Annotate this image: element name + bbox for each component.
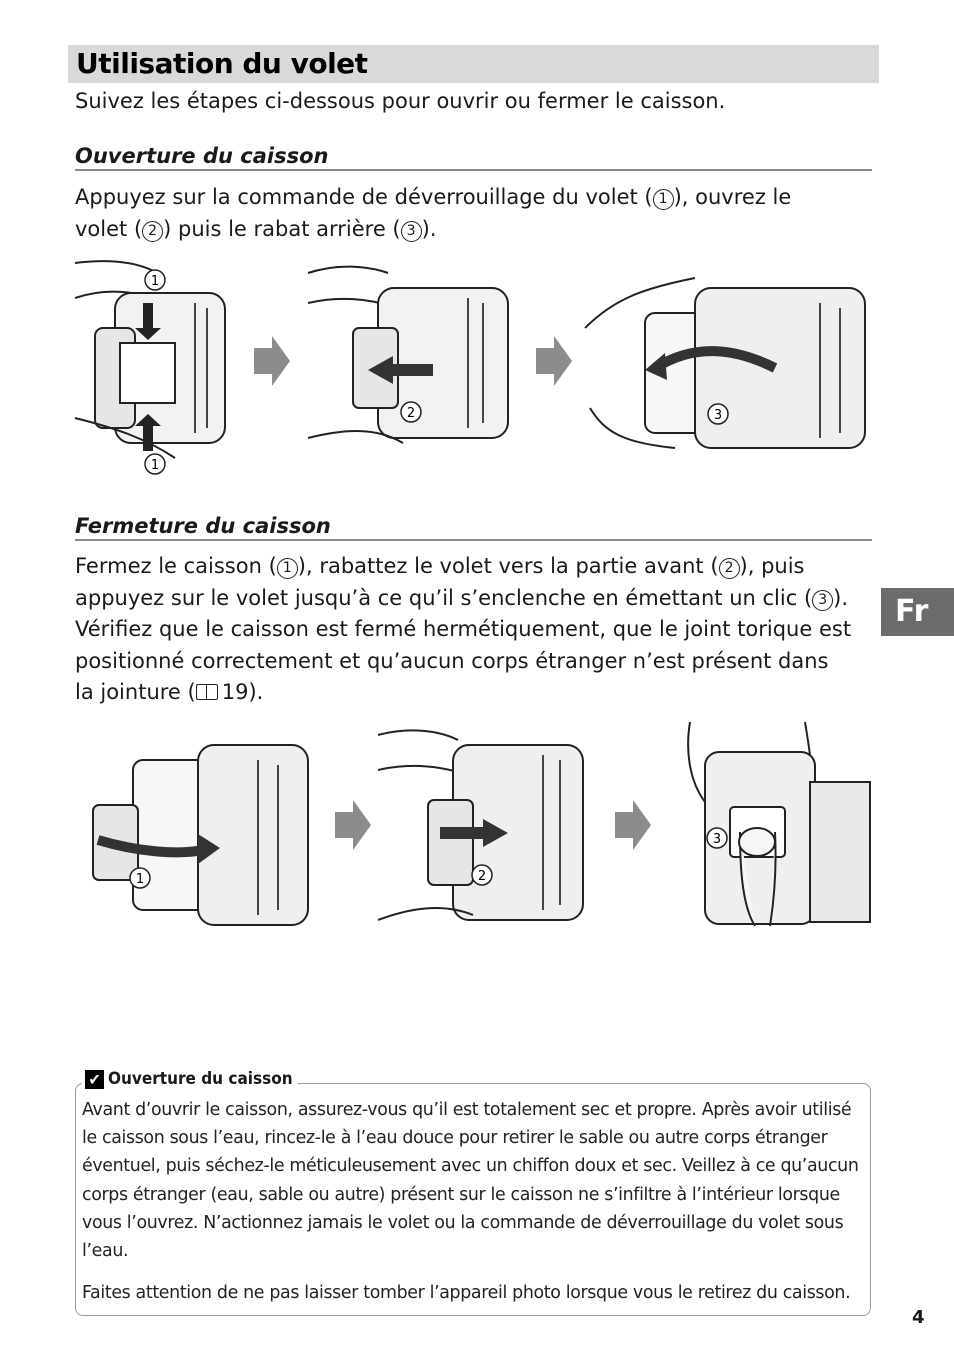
step-number: 1: [653, 189, 674, 210]
note-heading-text: Ouverture du caisson: [108, 1069, 293, 1089]
step-number: 3: [812, 590, 833, 611]
opening-paragraph: [75, 182, 875, 245]
text-run: ), puis: [739, 554, 805, 578]
page-number: 4: [912, 1307, 925, 1328]
text-run: volet (: [75, 216, 143, 241]
text-run: ).: [421, 216, 437, 241]
closing-illustration-3: [685, 722, 870, 926]
page-reference: 19: [221, 680, 249, 704]
text-run: ).: [833, 585, 849, 610]
step-number: 3: [401, 221, 422, 242]
text-run: la jointure (: [75, 680, 196, 704]
page-title: Utilisation du volet: [76, 47, 368, 80]
opening-illustration-2: [308, 258, 520, 463]
text-run: ) puis le rabat arrière (: [163, 216, 401, 241]
note-heading: [82, 1069, 298, 1089]
step-number: 2: [719, 558, 740, 579]
text-run: Fermez le caisson (: [75, 554, 277, 578]
note-paragraph: Faites attention de ne pas laisser tomber l’appareil photo lorsque vous le retirez du caisson.: [82, 1283, 851, 1304]
step-number: 2: [142, 221, 163, 242]
step-number: 1: [277, 558, 298, 579]
note-body: [82, 1096, 864, 1321]
arrow-icon: [615, 800, 651, 850]
figure-label: 1: [150, 274, 160, 289]
figure-label: 3: [712, 832, 722, 847]
closing-illustration-1: [78, 740, 310, 927]
text-run: ), rabattez le volet vers la partie avant (: [297, 554, 719, 578]
closing-paragraph: [75, 551, 875, 709]
language-tab: Fr: [881, 588, 954, 636]
text-run: ).: [248, 680, 264, 704]
figure-label: 1: [135, 872, 145, 887]
opening-heading: Ouverture du caisson: [75, 144, 872, 171]
text-line: positionné correctement et qu’aucun corps étranger n’est présent dans: [75, 648, 829, 673]
text-run: ), ouvrez le: [673, 185, 792, 209]
figure-label: 1: [150, 458, 160, 473]
arrow-icon: [335, 800, 371, 850]
book-icon: [196, 684, 218, 700]
figure-label: 2: [477, 869, 487, 884]
section-title-bar: [68, 45, 879, 83]
intro-text: Suivez les étapes ci-dessous pour ouvrir ou fermer le caisson.: [75, 89, 726, 113]
text-run: appuyez sur le volet jusqu’à ce qu’il s’enclenche en émettant un clic (: [75, 585, 813, 610]
figure-label: 2: [406, 406, 416, 421]
figure-label: 3: [713, 408, 723, 423]
text-line: Vérifiez que le caisson est fermé hermétiquement, que le joint torique est: [75, 617, 852, 641]
opening-illustration-3: [585, 258, 872, 463]
opening-illustration-1: [75, 258, 250, 473]
check-icon: ✔: [85, 1070, 104, 1089]
arrow-icon: [536, 336, 572, 386]
closing-illustration-2: [378, 725, 590, 925]
arrow-icon: [254, 336, 290, 386]
text-run: Appuyez sur la commande de déverrouillage du volet (: [75, 185, 653, 209]
closing-heading: Fermeture du caisson: [75, 514, 872, 541]
note-paragraph: Avant d’ouvrir le caisson, assurez-vous qu’il est totalement sec et propre. Après avoir utilisé le caisson sous l’eau, rincez-le à l’eau douce pour retirer le sable ou autre corps étranger éventuel, puis séchez-le méticuleusement avec un chiffon doux et sec. Veillez à ce qu’aucun corps étranger (eau, sable ou autre) présent sur le caisson ne s’infiltre à l’intérieur lorsque vous l’ouvrez. N’actionnez jamais le volet ou la commande de déverrouillage du volet sous l’eau.: [82, 1100, 859, 1262]
